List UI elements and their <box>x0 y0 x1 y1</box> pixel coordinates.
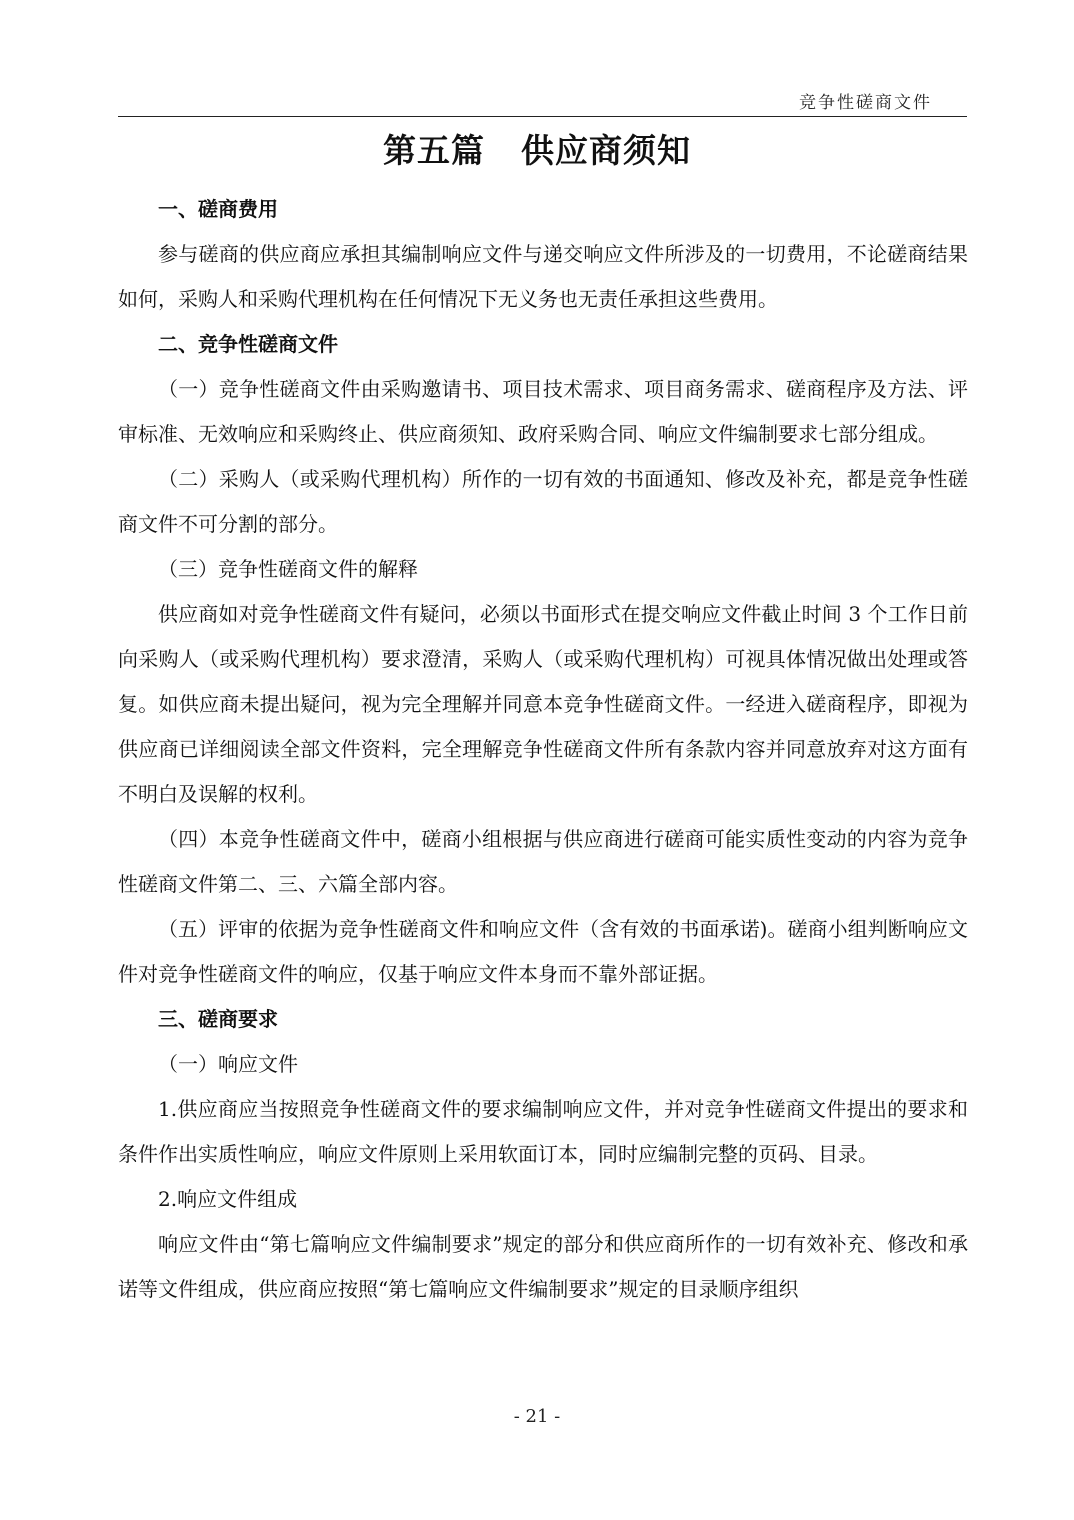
page-title <box>0 128 1074 174</box>
paragraph: 供应商如对竞争性磋商文件有疑问，必须以书面形式在提交响应文件截止时间 3 个工作日前向采购人（或采购代理机构）要求澄清，采购人（或采购代理机构）可视具体情况做出处理或答复。如供应商未提出疑问，视为完全理解并同意本竞争性磋商文件。一经进入磋商程序，即视为供应商已详细阅读全部文件资料，完全理解竞争性磋商文件所有条款内容并同意放弃对这方面有不明白及误解的权利。 <box>118 602 968 806</box>
paragraph: 2.响应文件组成 <box>158 1187 298 1211</box>
section-heading: 二、竞争性磋商文件 <box>158 332 338 356</box>
section-heading: 三、磋商要求 <box>158 1007 278 1031</box>
header-divider <box>118 116 967 117</box>
paragraph: （一）响应文件 <box>158 1052 298 1076</box>
section-heading: 一、磋商费用 <box>158 197 278 221</box>
paragraph: （五）评审的依据为竞争性磋商文件和响应文件（含有效的书面承诺)。磋商小组判断响应文件对竞争性磋商文件的响应，仅基于响应文件本身而不靠外部证据。 <box>118 917 968 986</box>
title-name: 供应商须知 <box>521 131 691 170</box>
page-number: - 21 - <box>513 1406 561 1427</box>
title-part: 第五篇 <box>383 131 485 170</box>
paragraph: 1.供应商应当按照竞争性磋商文件的要求编制响应文件，并对竞争性磋商文件提出的要求和条件作出实质性响应，响应文件原则上采用软面订本，同时应编制完整的页码、目录。 <box>118 1097 968 1166</box>
paragraph: （一）竞争性磋商文件由采购邀请书、项目技术需求、项目商务需求、磋商程序及方法、评审标准、无效响应和采购终止、供应商须知、政府采购合同、响应文件编制要求七部分组成。 <box>118 377 968 446</box>
paragraph: （二）采购人（或采购代理机构）所作的一切有效的书面通知、修改及补充，都是竞争性磋商文件不可分割的部分。 <box>118 467 968 536</box>
body-content <box>118 187 968 1312</box>
paragraph: （四）本竞争性磋商文件中，磋商小组根据与供应商进行磋商可能实质性变动的内容为竞争性磋商文件第二、三、六篇全部内容。 <box>118 827 968 896</box>
paragraph: 响应文件由“第七篇响应文件编制要求”规定的部分和供应商所作的一切有效补充、修改和承诺等文件组成，供应商应按照“第七篇响应文件编制要求”规定的目录顺序组织 <box>118 1232 968 1301</box>
paragraph: （三）竞争性磋商文件的解释 <box>158 557 418 581</box>
running-header: 竞争性磋商文件 <box>799 93 932 113</box>
paragraph: 参与磋商的供应商应承担其编制响应文件与递交响应文件所涉及的一切费用，不论磋商结果如何，采购人和采购代理机构在任何情况下无义务也无责任承担这些费用。 <box>118 242 968 311</box>
